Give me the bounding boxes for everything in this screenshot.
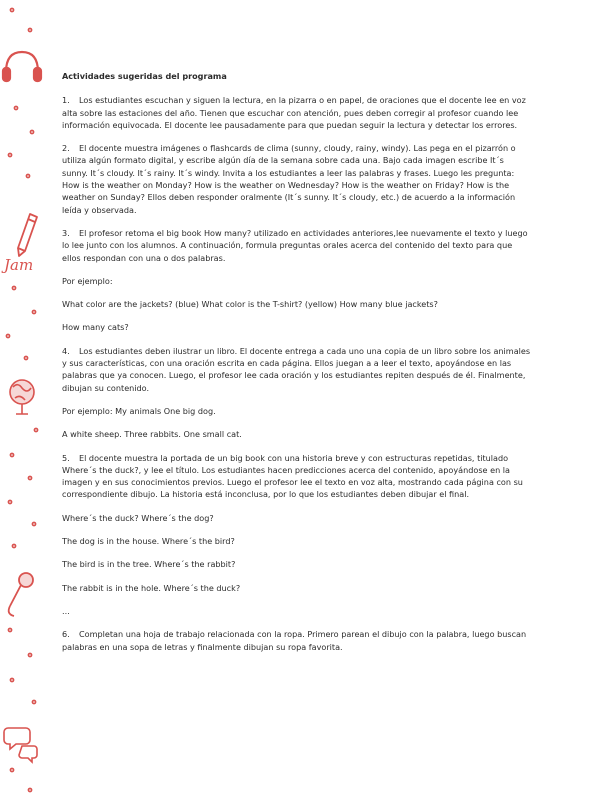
- svg-text:Jam: Jam: [4, 256, 34, 274]
- pencil-icon: [18, 214, 37, 256]
- globe-icon: [10, 380, 34, 414]
- example-line: A white sheep. Three rabbits. One small cat.: [62, 429, 242, 440]
- speech-bubbles-icon: [4, 728, 37, 762]
- example-line: How many cats?: [62, 322, 129, 333]
- example-line: The rabbit is in the hole. Where´s the duck?: [62, 582, 241, 593]
- example-line: Por ejemplo: My animals One big dog.: [62, 405, 216, 416]
- decorative-margin: [0, 0, 46, 800]
- item-number: 3.: [62, 227, 70, 238]
- item-text: Los estudiantes deben ilustrar un libro. El docente entrega a cada uno una copia de un libro sobre los animales y sus características, con una oración escrita en cada página. Ellos juegan a a leer el texto, apoyándose en las palabras que ya conocen. Luego, el profesor lee cada oración y los estudiantes repiten después de él. Finalmente, dibujan su contenido.: [62, 345, 531, 393]
- activity-item-3: [62, 227, 532, 264]
- activity-item-4: [62, 345, 532, 394]
- item-text: El profesor retoma el big book How many? utilizado en actividades anteriores,lee nuevamente el texto y luego lo lee junto con los alumnos. A continuación, formula preguntas orales acerca del contenido del texto para que ellos respondan con una o dos palabras.: [62, 227, 528, 263]
- activity-item-2: [62, 142, 532, 216]
- item-number: 2.: [62, 143, 70, 154]
- page-title: Actividades sugeridas del programa: [62, 71, 227, 81]
- margin-doodles: [0, 0, 46, 800]
- example-line: What color are the jackets? (blue) What color is the T-shirt? (yellow) How many blue jackets?: [62, 299, 438, 310]
- item-number: 5.: [62, 452, 70, 463]
- example-line: Por ejemplo:: [62, 275, 113, 286]
- item-text: El docente muestra imágenes o flashcards de clima (sunny, cloudy, rainy, windy). Las pega en el pizarrón o utiliza algún formato digital, y escribe algún día de la semana sobre cada una. Bajo cada imagen escribe It´s sunny. It´s cloudy. It´s rainy. It´s windy. Invita a los estudiantes a leer las palabras y frases. Luego les pregunta: How is the weather on Monday? How is the weather on Wednesday? How is the weather on Friday? How is the weather on Sunday? Ellos deben responder oralmente (It´s sunny. It´s cloudy, etc.) de acuerdo a la información leída y observada.: [62, 143, 516, 215]
- item-text: Completan una hoja de trabajo relacionada con la ropa. Primero parean el dibujo con la palabra, luego buscan palabras en una sopa de letras y finalmente dibujan su ropa favorita.: [62, 629, 527, 652]
- activity-item-6: [62, 628, 532, 653]
- activity-item-5: [62, 452, 532, 501]
- item-number: 6.: [62, 629, 70, 640]
- ellipsis-line: ...: [62, 605, 70, 616]
- example-line: The bird is in the tree. Where´s the rabbit?: [62, 559, 236, 570]
- item-number: 1.: [62, 95, 70, 106]
- activity-item-1: [62, 94, 532, 131]
- microphone-icon: [9, 573, 33, 616]
- document-body: [62, 70, 532, 664]
- headphones-icon: [3, 52, 41, 81]
- jam-doodle: [1, 256, 33, 274]
- example-line: Where´s the duck? Where´s the dog?: [62, 512, 214, 523]
- item-number: 4.: [62, 345, 70, 356]
- example-line: The dog is in the house. Where´s the bird?: [62, 536, 235, 547]
- item-text: El docente muestra la portada de un big book con una historia breve y con estructuras repetidas, titulado Where´s the duck?, y lee el título. Los estudiantes hacen predicciones acerca del contenido, apoyándose en la imagen y en sus conocimientos previos. Luego el profesor lee el texto en voz alta, mostrando cada página con su correspondiente dibujo. La historia está inconclusa, por lo que los estudiantes deben dibujar el final.: [62, 452, 523, 500]
- item-text: Los estudiantes escuchan y siguen la lectura, en la pizarra o en papel, de oraciones que el docente lee en voz alta sobre las estaciones del año. Tienen que escuchar con atención, pues deben corregir al profesor cuando lee información equivocada. El docente lee pausadamente para que puedan seguir la lectura y detectar los errores.: [62, 95, 526, 130]
